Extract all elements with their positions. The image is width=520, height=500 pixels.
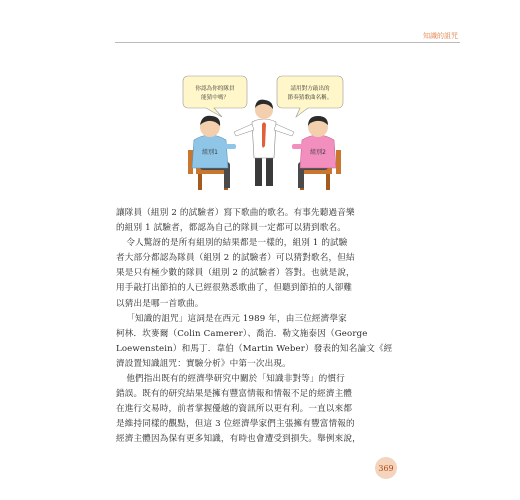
- text-line: 濟設置知識詛咒：實驗分析》中第一次出現。: [116, 358, 291, 369]
- bubble-right-line-2: 節奏猜歌曲名稱。: [287, 95, 333, 101]
- bubble-left-line-2: 能猜中嗎？: [201, 95, 229, 101]
- text-line: 他們指出既有的經濟學研究中關於「知識非對等」的慣行: [126, 374, 345, 385]
- text-line: 用手敲打出節拍的人已經很熟悉歌曲了，但聽到節拍的人卻難: [116, 283, 353, 294]
- text-line: Loewenstein）和馬丁．韋伯（Martin Weber）發表的知名論文《經: [116, 343, 393, 354]
- text-line: 的組別 1 試驗者，都認為自己的隊員一定都可以猜到歌名。: [116, 223, 346, 234]
- text-line: 果是只有極少數的隊員（組別 2 的試驗者）答對。也就是說，: [116, 268, 355, 279]
- person-center-host: [234, 100, 294, 186]
- text-line: 在進行交易時，前者掌握優越的資訊所以更有利。一直以來都: [116, 404, 353, 415]
- body-text: [116, 206, 408, 448]
- text-line: 令人驚訝的是所有組別的結果都是一樣的，組別 1 的試驗: [126, 238, 348, 249]
- shirt-label-group-2: 組別2: [310, 149, 326, 156]
- person-group-1: [188, 116, 236, 190]
- person-group-2: [292, 116, 341, 190]
- text-line: 柯林．坎麥爾（Colin Camerer）、喬治．勒文施泰因（George: [116, 328, 368, 339]
- text-line: 以猜出是哪一首歌曲。: [116, 298, 204, 309]
- text-line: 者大部分都認為隊員（組別 2 的試驗者）可以猜對歌名，但結: [116, 253, 355, 264]
- text-line: 經濟主體因為保有更多知識，有時也會遭受到損失。舉例來說，: [116, 434, 361, 445]
- text-line: 是維持同樣的觀點，但這 3 位經濟學家們主張擁有豐富情報的: [116, 419, 355, 430]
- bubble-right-line-1: 請用對方敲出的: [290, 86, 330, 92]
- bubble-left-line-1: 你認為你的隊員: [195, 86, 235, 92]
- paragraph-4: [116, 372, 408, 447]
- running-header-title: 知識的詛咒: [423, 32, 458, 40]
- three-people-conversation-illustration: [170, 70, 364, 192]
- page-number-badge: 369: [375, 457, 397, 479]
- text-line: 錯誤。既有的研究結果是擁有豐富情報和情報不足的經濟主體: [116, 389, 353, 400]
- header-divider: [115, 42, 460, 43]
- text-line: 「知識的詛咒」這詞是在西元 1989 年，由三位經濟學家: [126, 313, 347, 324]
- shirt-label-group-1: 組別1: [202, 149, 218, 156]
- paragraph-1: [116, 206, 408, 236]
- text-line: 讓隊員（組別 2 的試驗者）寫下歌曲的歌名。有事先聽過音樂: [116, 208, 355, 218]
- paragraph-3: [116, 312, 408, 372]
- paragraph-2: [116, 236, 408, 311]
- conversation-illustration: [170, 70, 364, 192]
